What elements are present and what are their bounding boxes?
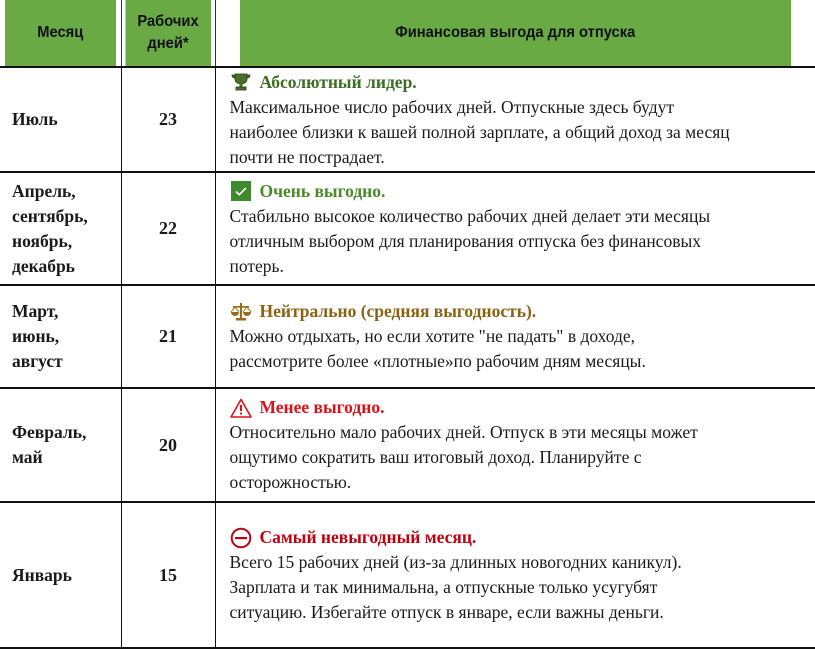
benefit-cell	[215, 67, 815, 172]
month-cell	[0, 502, 121, 648]
table-row	[0, 388, 815, 502]
table-row	[0, 172, 815, 285]
benefit-title	[230, 525, 810, 550]
benefit-text-line: Можно отдыхать, но если хотите "не падать" в доходе,	[229, 326, 636, 346]
days-cell: 23	[121, 67, 215, 172]
checkmark-icon	[230, 180, 252, 202]
benefit-title	[230, 395, 810, 420]
benefit-title	[230, 70, 810, 95]
month-name: Апрель,	[12, 180, 76, 201]
month-name: декабрь	[12, 255, 75, 276]
warning-icon	[230, 397, 252, 419]
benefit-title-text: Абсолютный лидер.	[259, 71, 417, 92]
month-name: май	[12, 447, 43, 467]
benefit-text-line: потерь.	[229, 255, 284, 276]
benefit-title-text: Нейтрально (средняя выгодность).	[259, 301, 537, 321]
benefit-cell	[215, 285, 815, 388]
days-cell: 21	[121, 285, 215, 388]
benefit-title	[230, 299, 810, 324]
month-name: август	[12, 351, 63, 371]
benefit-text-line: Относительно мало рабочих дней. Отпуск в эти месяцы может	[229, 422, 698, 442]
header-row	[0, 0, 815, 67]
benefit-text-line: осторожностью.	[229, 472, 352, 492]
days-cell: 20	[121, 388, 215, 502]
header-days-line1: Рабочих	[137, 13, 199, 30]
benefit-text-line: отличным выбором для планирования отпуска без финансовых	[229, 230, 701, 251]
header-financial-benefit: Финансовая выгода для отпуска	[239, 0, 791, 67]
scales-icon	[230, 301, 252, 323]
benefit-text-line: Всего 15 рабочих дней (из-за длинных новогодних каникул).	[229, 552, 682, 572]
table-row	[0, 285, 815, 388]
benefit-title-text: Очень выгодно.	[259, 180, 386, 201]
month-cell	[0, 172, 121, 285]
month-name: июнь,	[12, 326, 60, 346]
benefit-text-line: наиболее близки к вашей полной зарплате, а общий доход за месяц	[229, 121, 730, 142]
benefit-text-line: ситуацию. Избегайте отпуск в январе, если важны деньги.	[229, 602, 664, 622]
days-cell: 22	[121, 172, 215, 285]
month-cell	[0, 67, 121, 172]
benefit-title	[230, 179, 810, 204]
header-working-days	[125, 0, 211, 67]
benefit-title-text: Самый невыгодный месяц.	[259, 527, 477, 547]
benefit-cell	[215, 172, 815, 285]
benefit-text-line: Зарплата и так минимальна, а отпускные только усугубят	[229, 577, 658, 597]
month-cell	[0, 388, 121, 502]
benefit-text-line: рассмотрите более «плотные»по рабочим дням месяцы.	[229, 351, 646, 371]
table-row	[0, 67, 815, 172]
table-row	[0, 502, 815, 648]
days-cell: 15	[121, 502, 215, 648]
benefit-title-text: Менее выгодно.	[259, 397, 385, 417]
month-name: Март,	[12, 301, 59, 321]
benefit-text-line: почти не пострадает.	[229, 146, 385, 167]
month-cell	[0, 285, 121, 388]
month-name: ноябрь,	[12, 230, 73, 251]
benefit-text-line: ощутимо сократить ваш итоговый доход. Планируйте с	[229, 447, 642, 467]
month-name: Июль	[12, 109, 58, 129]
header-month: Месяц	[5, 0, 116, 67]
month-name: Февраль,	[12, 422, 87, 442]
header-days-line2: дней*	[147, 35, 189, 52]
trophy-icon	[230, 71, 252, 93]
benefit-text-line: Максимальное число рабочих дней. Отпускные здесь будут	[229, 96, 674, 117]
benefit-cell	[215, 388, 815, 502]
benefit-text-line: Стабильно высокое количество рабочих дней делает эти месяцы	[229, 205, 711, 226]
no-entry-icon	[230, 527, 252, 549]
benefit-cell	[215, 502, 815, 648]
month-name: Январь	[12, 564, 72, 585]
month-name: сентябрь,	[12, 205, 88, 226]
